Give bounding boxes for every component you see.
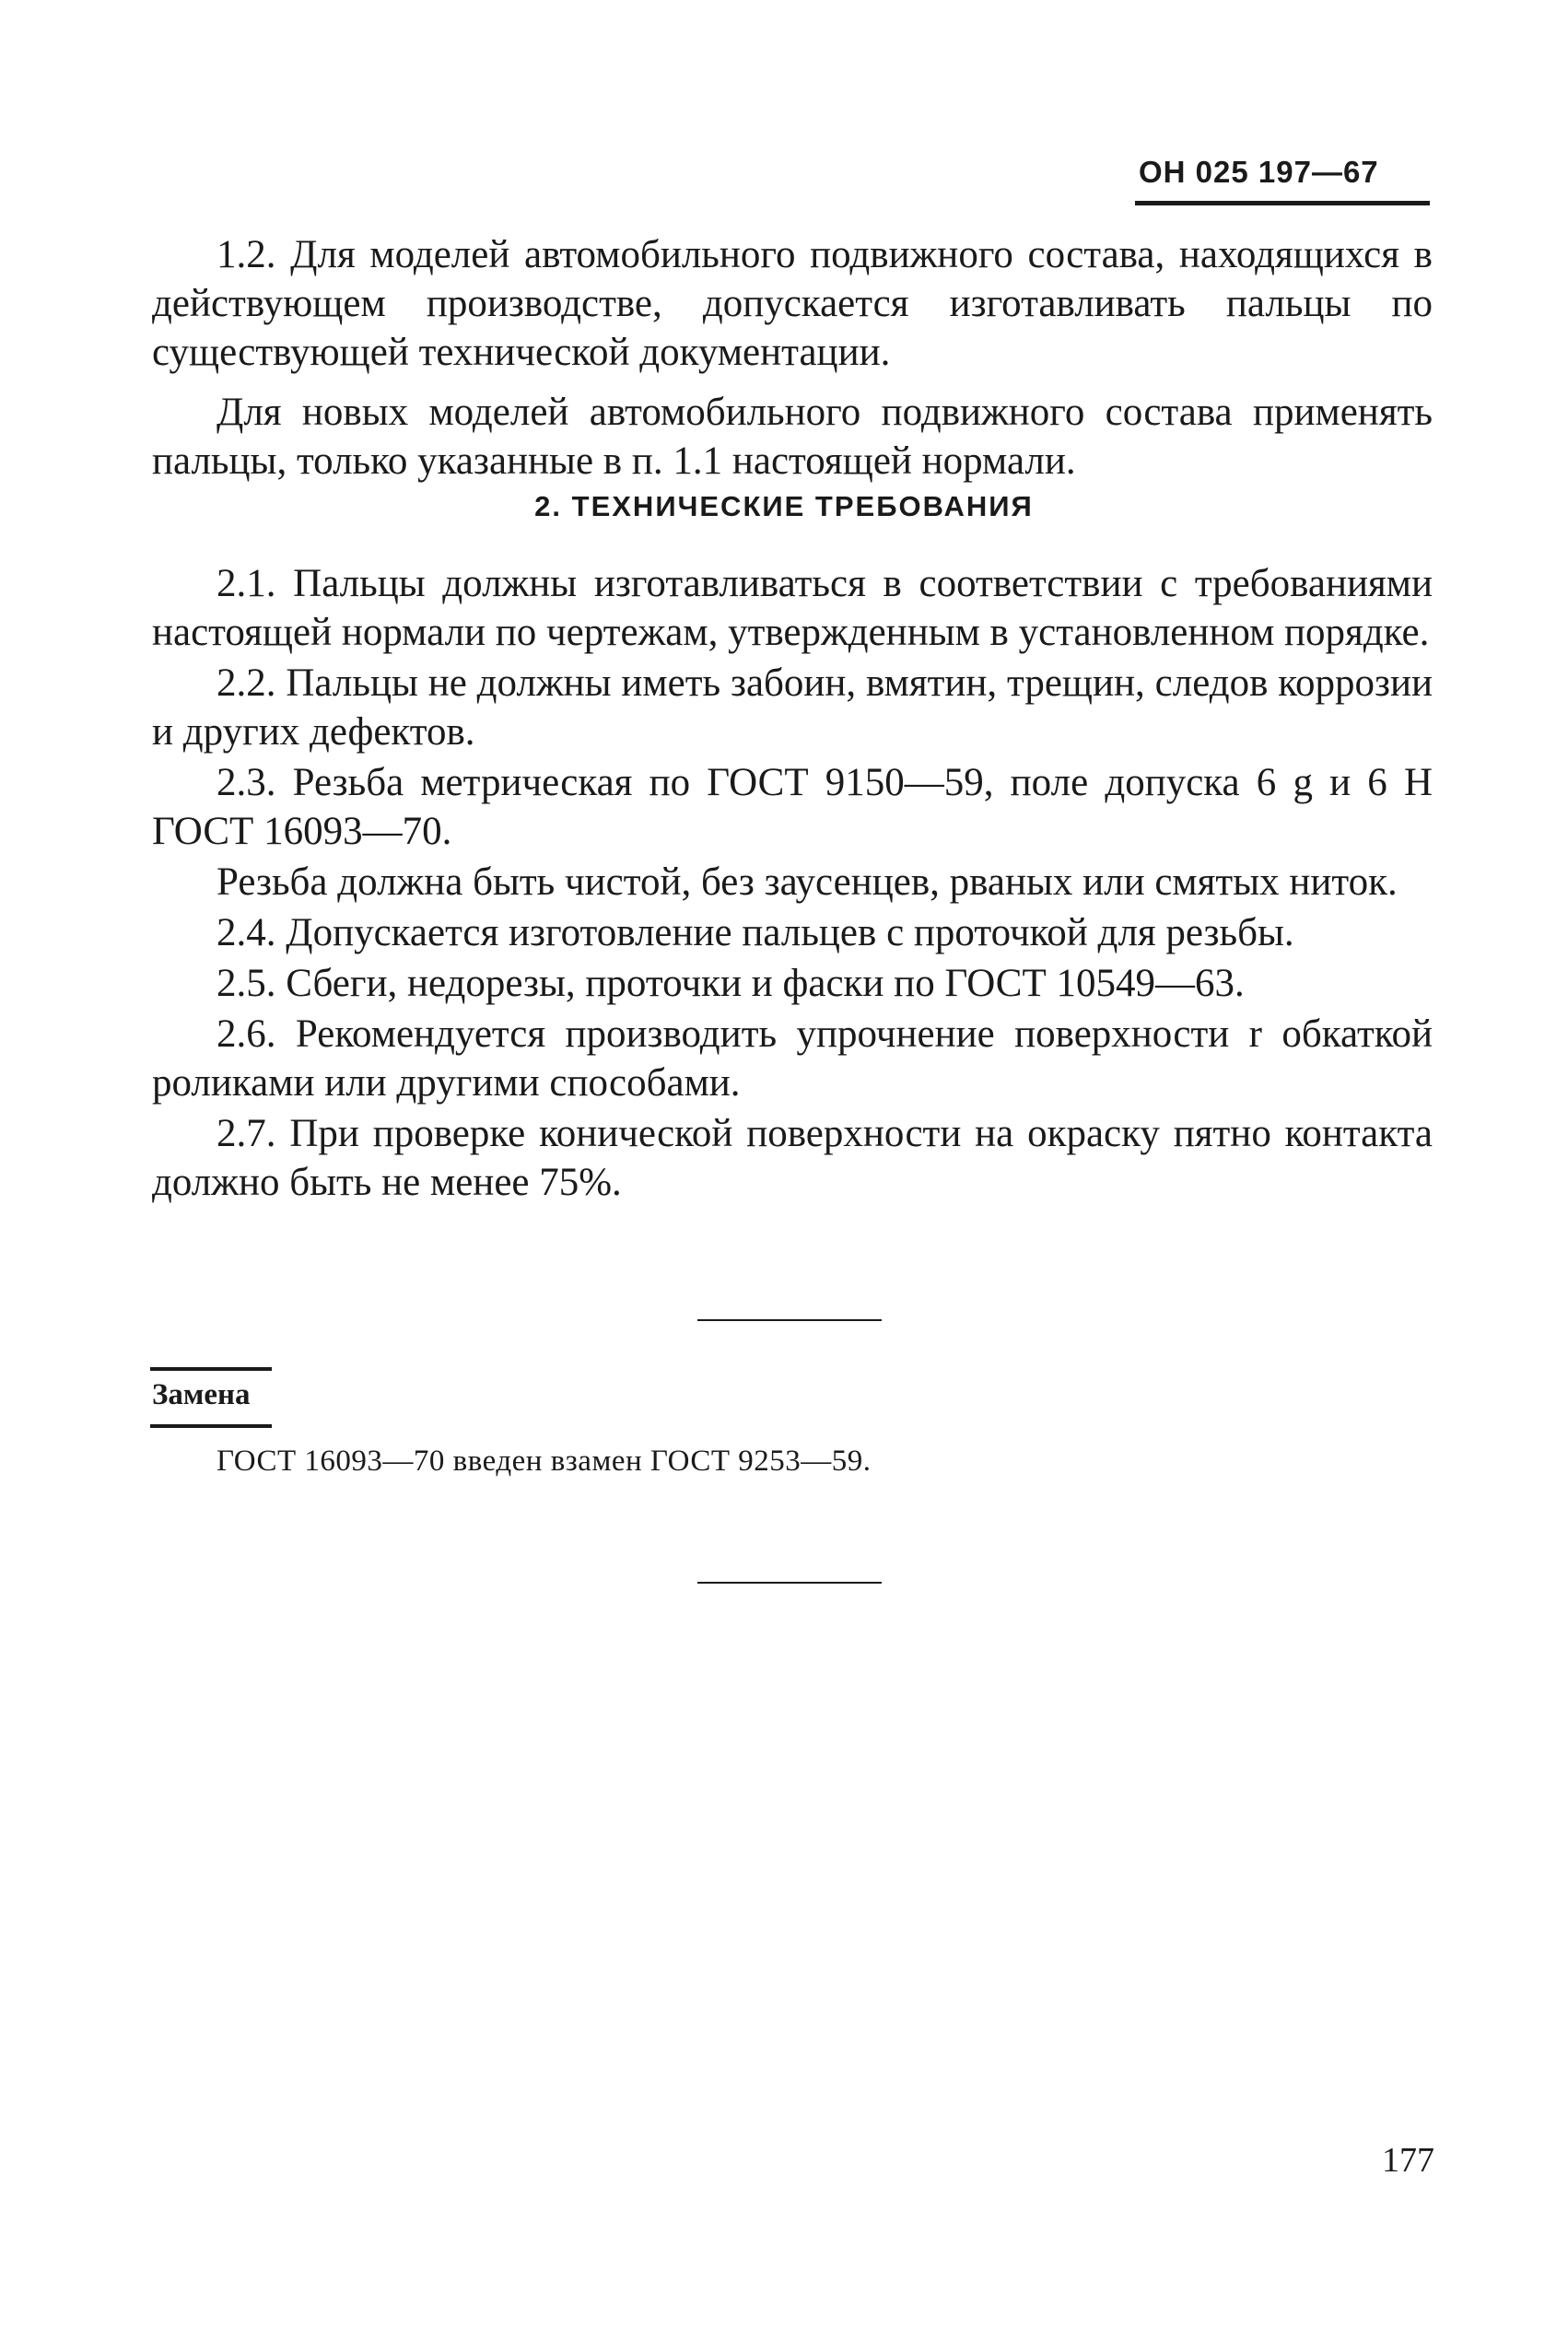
paragraph-2-5: 2.5. Сбеги, недорезы, проточки и фаски по ГОСТ 10549—63. — [216, 962, 1245, 1005]
paragraph-2-2: 2.2. Пальцы не должны иметь забоин, вмятин, трещин, следов коррозии и других дефектов. — [152, 661, 1433, 754]
requirements-block — [152, 557, 1433, 1207]
paragraph-2-1: 2.1. Пальцы должны изготавливаться в соответствии с требованиями настоящей нормали по чертежам, утвержденным в установленном порядке. — [152, 562, 1433, 654]
section-title: 2. ТЕХНИЧЕСКИЕ ТРЕБОВАНИЯ — [534, 490, 1034, 522]
header-rule — [1135, 201, 1430, 205]
replacement-rule-top — [150, 1367, 272, 1371]
paragraph-thread: Резьба должна быть чистой, без заусенцев, рваных или смятых ниток. — [216, 860, 1398, 904]
paragraph-1-2: 1.2. Для моделей автомобильного подвижного состава, находящихся в действующем производстве, допускается изготавливать пальцы по существующей технической документации. — [152, 233, 1433, 374]
intro-block — [152, 230, 1433, 485]
document-code: ОН 025 197—67 — [1139, 155, 1379, 189]
replacement-rule-bottom — [150, 1424, 272, 1428]
page-number: 177 — [1382, 2141, 1434, 2180]
paragraph-2-6: 2.6. Рекомендуется производить упрочнение поверхности r обкаткой роликами или другими способами. — [152, 1012, 1433, 1105]
separator-line — [697, 1582, 882, 1584]
replacement-text: ГОСТ 16093—70 введен взамен ГОСТ 9253—59. — [216, 1445, 872, 1478]
paragraph-2-4: 2.4. Допускается изготовление пальцев с проточкой для резьбы. — [216, 911, 1294, 954]
paragraph-2-3: 2.3. Резьба метрическая по ГОСТ 9150—59, поле допуска 6 g и 6 H ГОСТ 16093—70. — [152, 761, 1433, 853]
replacement-title: Замена — [152, 1378, 251, 1411]
paragraph-new-models: Для новых моделей автомобильного подвижного состава применять пальцы, только указанные в п. 1.1 настоящей нормали. — [152, 391, 1433, 483]
separator-line — [697, 1319, 882, 1321]
paragraph-2-7: 2.7. При проверке конической поверхности на окраску пятно контакта должно быть не менее 75%. — [152, 1112, 1433, 1204]
